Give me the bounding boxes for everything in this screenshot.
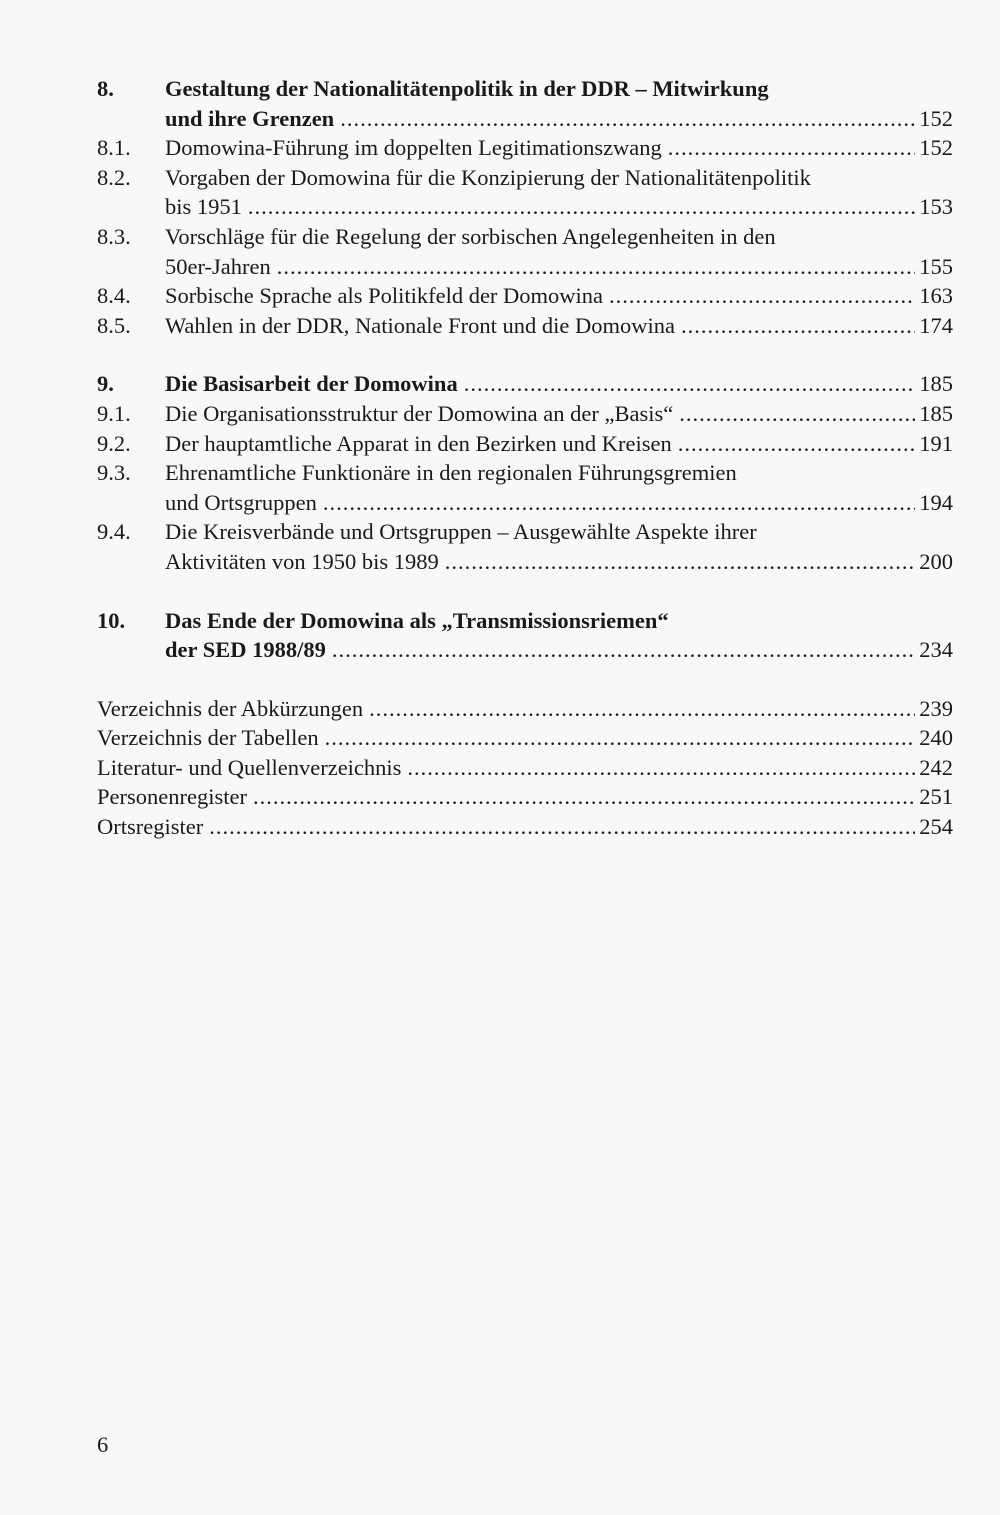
section-number: 8.5. <box>97 312 131 338</box>
appendix-label: Verzeichnis der Abkürzungen <box>97 695 364 721</box>
section-number: 9.3. <box>97 460 131 486</box>
section-number: 8.2. <box>97 164 131 190</box>
leader-dots <box>445 547 916 577</box>
chapter-title-line: Das Ende der Domowina als „Transmissionsriemen“ <box>165 607 669 633</box>
chapter-title-line: und ihre Grenzen <box>165 105 335 131</box>
toc-entry-8-4[interactable] <box>97 281 953 311</box>
section-number: 9.1. <box>97 400 131 426</box>
section-title-line: Sorbische Sprache als Politikfeld der Domowina <box>165 283 604 309</box>
page-ref: 185 <box>919 400 953 426</box>
section-title-line: und Ortsgruppen <box>165 489 317 515</box>
section-number: 8.3. <box>97 223 131 249</box>
page-ref: 152 <box>919 105 953 131</box>
page-ref: 155 <box>919 253 953 279</box>
page-ref: 153 <box>919 194 953 220</box>
chapter-number: 9. <box>97 371 114 397</box>
leader-dots <box>609 281 915 311</box>
page-ref: 234 <box>919 637 953 663</box>
section-title-line: 50er-Jahren <box>165 253 271 279</box>
leader-dots <box>369 694 915 724</box>
toc-entry-8-3[interactable] <box>97 222 953 281</box>
section-title-line: Wahlen in der DDR, Nationale Front und die Domowina <box>165 312 675 338</box>
leader-dots <box>209 812 915 842</box>
leader-dots <box>679 399 915 429</box>
toc-entry-9-1[interactable] <box>97 399 953 429</box>
leader-dots <box>332 635 915 665</box>
section-title-line: Vorschläge für die Regelung der sorbischen Angelegenheiten in den <box>165 223 776 249</box>
leader-dots <box>325 723 916 753</box>
leader-dots <box>253 782 915 812</box>
page-ref: 163 <box>919 283 953 309</box>
page-ref: 194 <box>919 489 953 515</box>
appendix-entry-literatur[interactable] <box>97 753 953 783</box>
page-ref: 242 <box>919 754 953 780</box>
page-ref: 191 <box>919 430 953 456</box>
appendix-list <box>97 694 953 842</box>
page-ref: 251 <box>919 784 953 810</box>
page-ref: 240 <box>919 725 953 751</box>
leader-dots <box>323 488 915 518</box>
toc-entry-9-2[interactable] <box>97 429 953 459</box>
page-ref: 152 <box>919 135 953 161</box>
appendix-label: Personenregister <box>97 784 247 810</box>
chapter-heading[interactable] <box>97 74 953 133</box>
page-ref: 185 <box>919 371 953 397</box>
section-number: 8.4. <box>97 283 131 309</box>
chapter-10 <box>97 606 953 665</box>
section-title-line: Die Kreisverbände und Ortsgruppen – Ausgewählte Aspekte ihrer <box>165 519 757 545</box>
toc-entry-8-1[interactable] <box>97 133 953 163</box>
leader-dots <box>248 192 915 222</box>
chapter-title-line: der SED 1988/89 <box>165 637 326 663</box>
page-ref: 200 <box>919 548 953 574</box>
appendix-entry-ortsregister[interactable] <box>97 812 953 842</box>
table-of-contents <box>97 74 953 842</box>
leader-dots <box>407 753 915 783</box>
page-ref: 239 <box>919 695 953 721</box>
section-title-line: Domowina-Führung im doppelten Legitimationszwang <box>165 135 662 161</box>
chapter-number: 10. <box>97 607 126 633</box>
toc-entry-8-2[interactable] <box>97 163 953 222</box>
appendix-label: Verzeichnis der Tabellen <box>97 725 319 751</box>
chapter-9 <box>97 369 953 576</box>
appendix-entry-personenregister[interactable] <box>97 782 953 812</box>
page-ref: 174 <box>919 312 953 338</box>
section-number: 8.1. <box>97 135 131 161</box>
toc-entry-9-3[interactable] <box>97 458 953 517</box>
section-title-line: Die Organisationsstruktur der Domowina an der „Basis“ <box>165 400 674 426</box>
appendix-label: Ortsregister <box>97 814 204 840</box>
toc-entry-8-5[interactable] <box>97 311 953 341</box>
leader-dots <box>277 252 916 282</box>
chapter-title-line: Gestaltung der Nationalitätenpolitik in der DDR – Mitwirkung <box>165 76 769 101</box>
leader-dots <box>678 429 916 459</box>
chapter-heading[interactable] <box>97 369 953 399</box>
appendix-label: Literatur- und Quellenverzeichnis <box>97 754 402 780</box>
chapter-heading[interactable] <box>97 606 953 665</box>
chapter-number: 8. <box>97 76 114 101</box>
section-title-line: Aktivitäten von 1950 bis 1989 <box>165 548 439 574</box>
leader-dots <box>340 104 915 134</box>
leader-dots <box>464 369 916 399</box>
section-title-line: bis 1951 <box>165 194 242 220</box>
appendix-entry-tabellen[interactable] <box>97 723 953 753</box>
leader-dots <box>681 311 915 341</box>
page-ref: 254 <box>919 814 953 840</box>
section-title-line: Der hauptamtliche Apparat in den Bezirken und Kreisen <box>165 430 672 456</box>
leader-dots <box>668 133 915 163</box>
section-title-line: Ehrenamtliche Funktionäre in den regionalen Führungsgremien <box>165 460 737 486</box>
chapter-8 <box>97 74 953 340</box>
section-title-line: Vorgaben der Domowina für die Konzipierung der Nationalitätenpolitik <box>165 164 811 190</box>
toc-entry-9-4[interactable] <box>97 517 953 576</box>
appendix-entry-abkuerzungen[interactable] <box>97 694 953 724</box>
page-number: 6 <box>97 1432 109 1457</box>
chapter-title-line: Die Basisarbeit der Domowina <box>165 371 458 397</box>
section-number: 9.2. <box>97 430 131 456</box>
section-number: 9.4. <box>97 519 131 545</box>
